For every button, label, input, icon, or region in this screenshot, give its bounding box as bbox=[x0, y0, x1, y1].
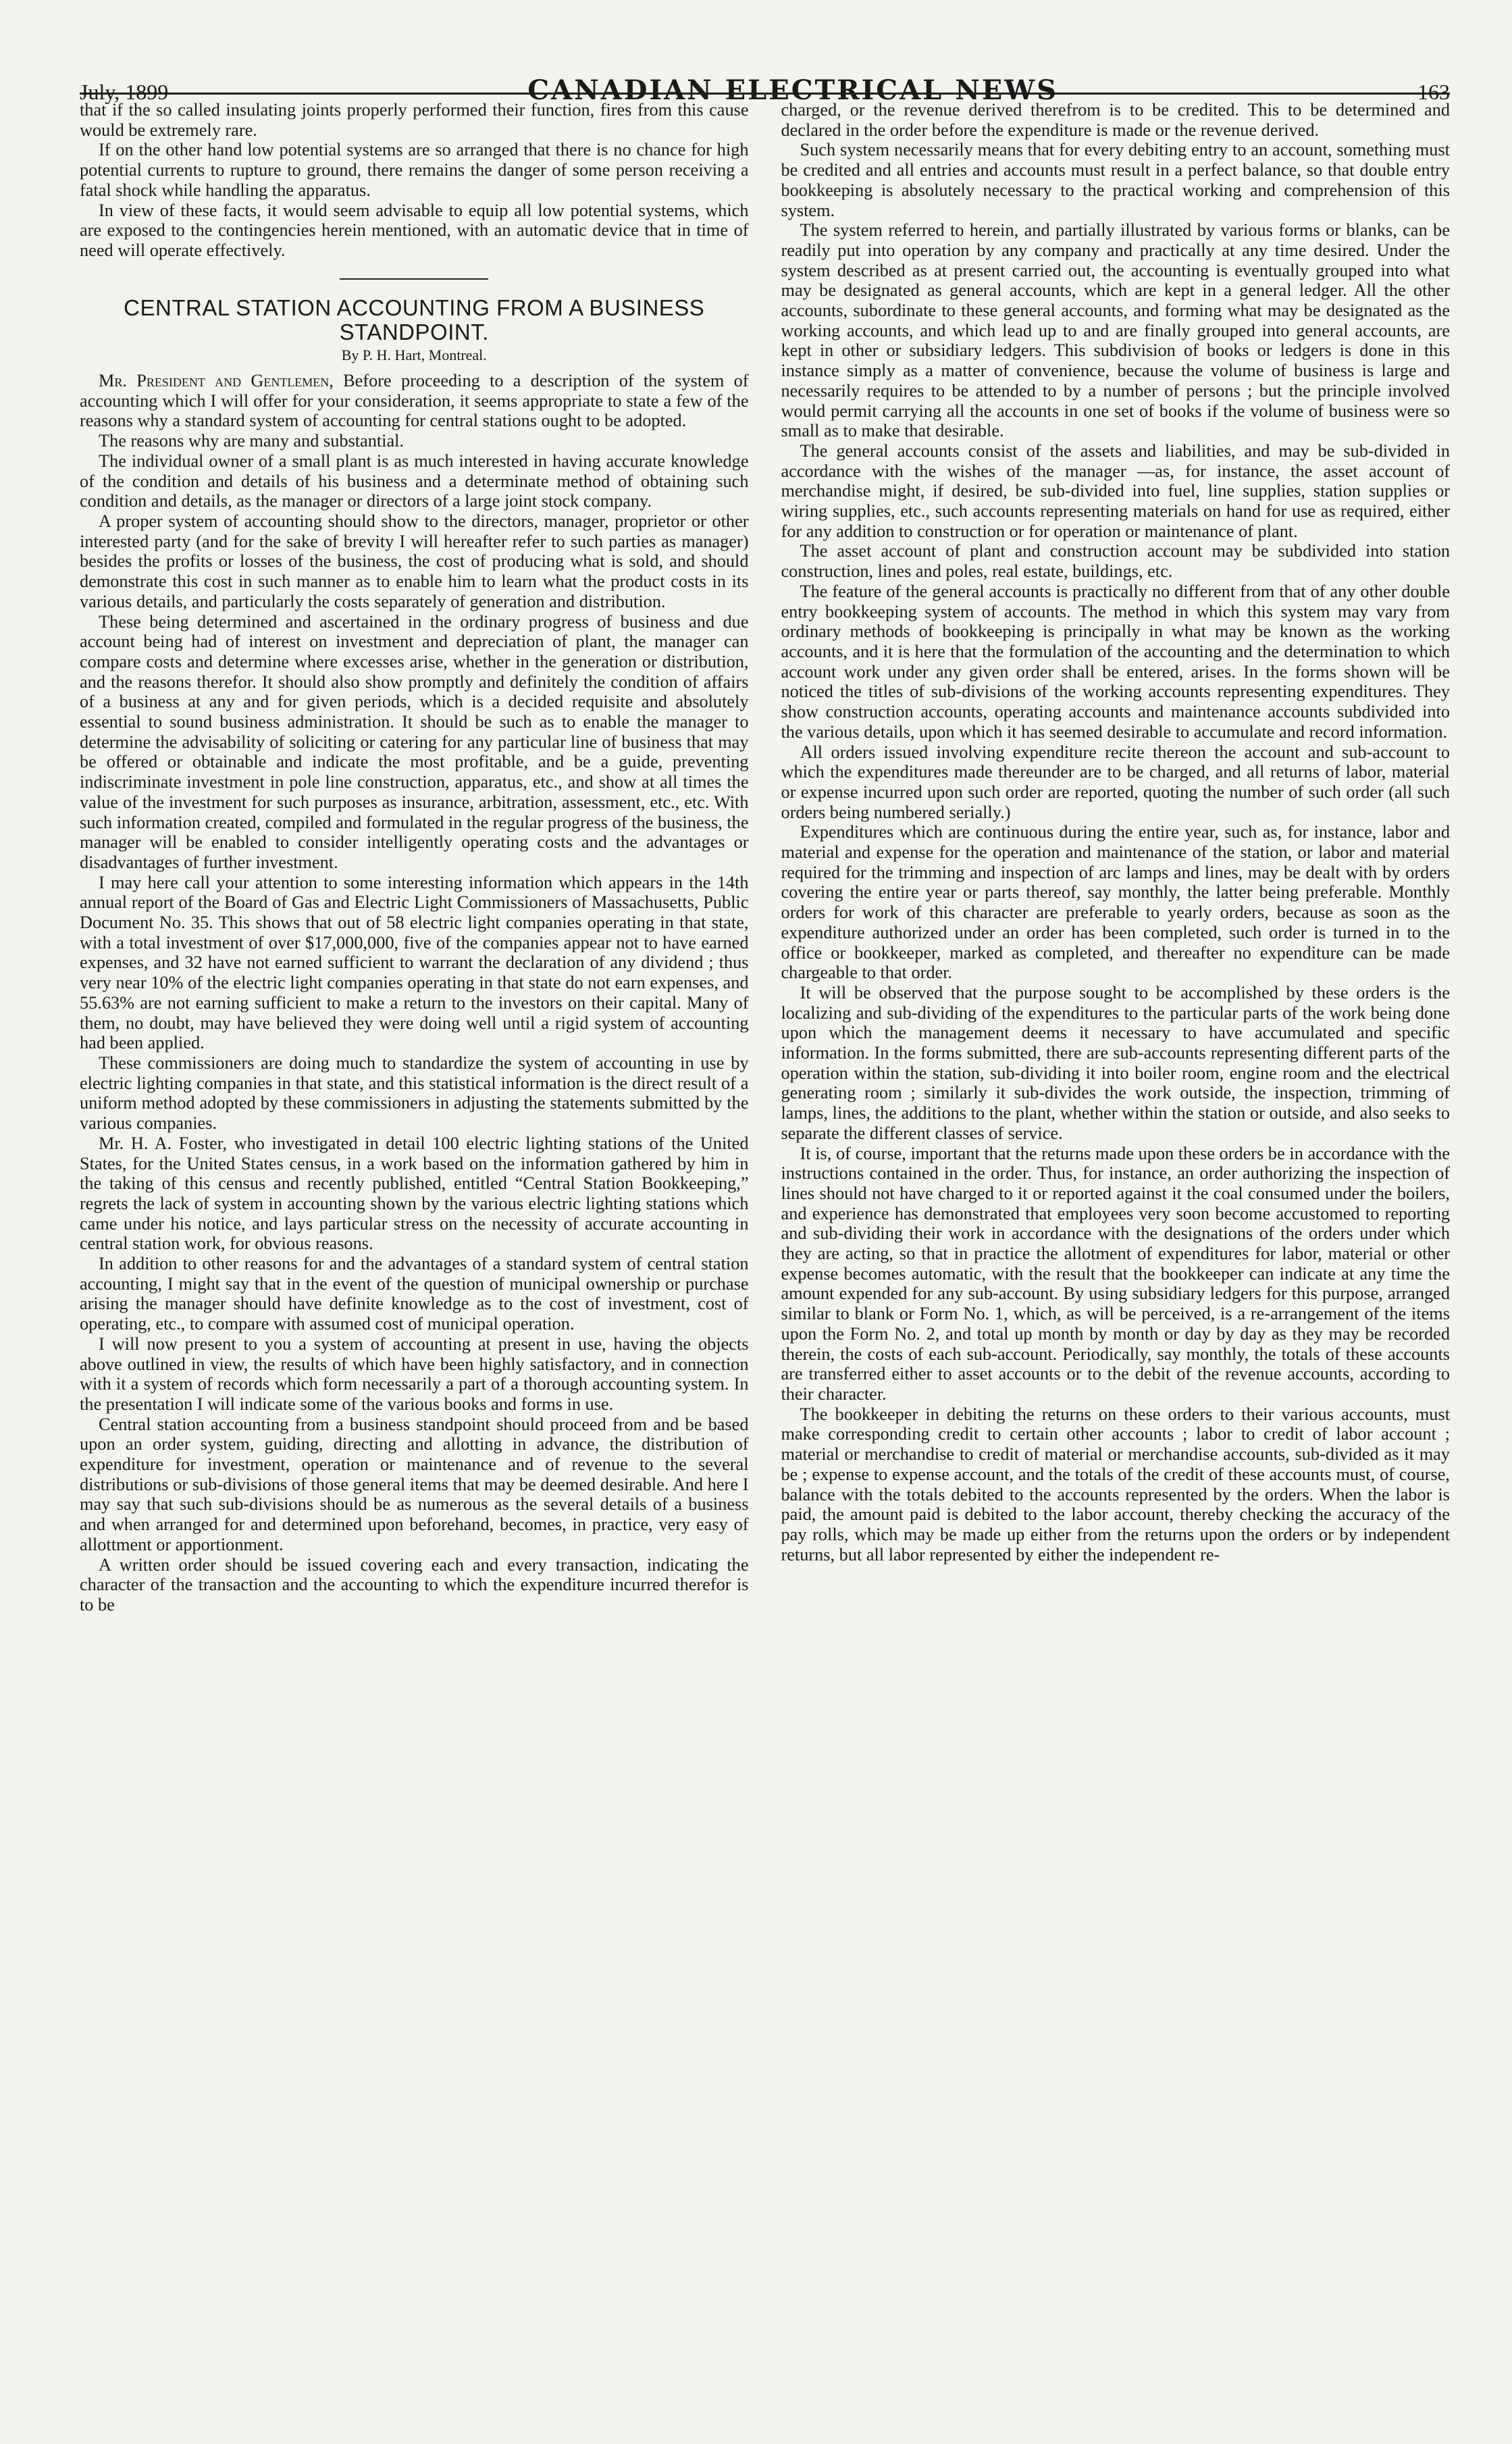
paragraph: Central station accounting from a business standpoint should proceed from and be based upon an order system, guiding, directing and allotting in advance, the distribution of expenditure for investment, operation or maintenance and of revenue to the several distributions or sub-divisions of those general items that may be deemed desirable. And here I may say that such sub-divisions should be as numerous as the several details of a business and when arranged for and determined upon beforehand, becomes, in practice, very easy of allottment or apportionment. bbox=[80, 1414, 749, 1554]
paragraph: that if the so called insulating joints properly performed their function, fires from this cause would be extremely rare. bbox=[80, 100, 749, 140]
paragraph: In addition to other reasons for and the advantages of a standard system of central station accounting, I might say that in the event of the question of municipal ownership or purchase arising the manager should have definite knowledge as to the cost of investment, cost of operating, etc., to compare with assumed cost of municipal operation. bbox=[80, 1254, 749, 1334]
paragraph: I will now present to you a system of accounting at present in use, having the objects above outlined in view, the results of which have been highly satisfactory, and in connection with it a system of records which form necessarily a part of a thorough accounting system. In the presentation I will indicate some of the various books and forms in use. bbox=[80, 1333, 749, 1414]
column-right bbox=[781, 100, 1451, 2444]
article-byline: By P. H. Hart, Montreal. bbox=[341, 347, 487, 364]
article-body-right bbox=[781, 100, 1451, 1564]
paragraph: It will be observed that the purpose sought to be accomplished by these orders is the localizing and sub-dividing of the expenditures to the particular parts of the work being done upon which the management deems it necessary to have accumulated and specific information. In the forms submitted, there are sub-accounts representing different parts of the operation within the station, sub-dividing it into boiler room, engine room and the electrical generating room ; similarly it sub-divides the work outside, the inspection, trimming of lamps, lines, the additions to the plant, whether within the station or outside, and also seeks to separate the different classes of service. bbox=[781, 982, 1450, 1143]
paragraph: The bookkeeper in debiting the returns on these orders to their various accounts, must make corresponding credit to certain other accounts ; labor to credit of labor account ; material or merchandise to credit of material or merchandise accounts, sub-divided as it may be ; expense to expense account, and the totals of the credit of these accounts must, of course, balance with the totals debited to the accounts represented by the orders. When the labor is paid, the amount paid is debited to the labor account, thereby checking the accuracy of the pay rolls, which may be made up either from the returns upon the orders or by independent returns, but all labor represented by either the independent re- bbox=[781, 1404, 1450, 1564]
paragraph: These commissioners are doing much to standardize the system of accounting in use by electric lighting companies in that state, and this statistical information is the direct result of a uniform method adopted by these commissioners in adjusting the statements submitted by the various companies. bbox=[80, 1052, 749, 1134]
article-title: CENTRAL STATION ACCOUNTING FROM A BUSINESS STANDPOINT. bbox=[124, 295, 705, 345]
text-columns bbox=[80, 100, 1450, 2444]
column-left bbox=[80, 100, 749, 2444]
paragraph: The general accounts consist of the assets and liabilities, and may be sub-divided in accordance with the wishes of the manager —as, for instance, the asset account of merchandise might, if desired, be sub-divided into fuel, line supplies, station supplies or wiring supplies, etc., such accounts representing materials on hand for use as required, either for any addition to construction or for operation or maintenance of plant. bbox=[781, 440, 1450, 541]
paragraph: A proper system of accounting should show to the directors, manager, proprietor or other interested party (and for the sake of brevity I will hereafter refer to such parties as manager) besides the profits or losses of the business, the cost of producing what is sold, and should demonstrate this cost in such manner as to enable him to learn what the product costs in its various details, and particularly the costs separately of generation and distribution. bbox=[80, 511, 749, 611]
paragraph: Expenditures which are continuous during the entire year, such as, for instance, labor and material and expense for the operation and maintenance of the station, or labor and material required for the trimming and inspection of arc lamps and lines, may be dealt with by orders covering the entire year or parts thereof, say monthly, the latter being preferable. Monthly orders for work of this character are preferable to yearly orders, because as soon as the expenditure authorized under an order has been completed, such order is turned in to the office or bookkeeper, marked as completed, and thereafter no expenditure can be made chargeable to that order. bbox=[781, 822, 1450, 983]
paragraph: The system referred to herein, and partially illustrated by various forms or blanks, can be readily put into operation by any company and practically at any time desired. Under the system described as at present carried out, the accounting is eventually grouped into what may be designated as general accounts, which are kept in a general ledger. All the other accounts, subordinate to these general accounts, and forming what may be designated as the working accounts, and which lead up to and are finally grouped into general accounts, are kept in other or subsidiary ledgers. This subdivision of books or ledgers is done in this instance simply as a matter of convenience, because the volume of business is large and necessarily requires to be attended to by a number of persons ; but the principle involved would permit carrying all the accounts in one set of books if the volume of business were so small as to make that desirable. bbox=[781, 220, 1450, 441]
paragraph: Mr. H. A. Foster, who investigated in detail 100 electric lighting stations of the United States, for the United States census, in a work based on the information gathered by him in the taking of this census and recently published, entitled “Central Station Bookkeeping,” regrets the lack of system in accounting shown by the various electric lighting stations which came under his notice, and lays particular stress on the necessity of accurate accounting in central station work, for obvious reasons. bbox=[80, 1133, 749, 1254]
article-divider bbox=[340, 278, 488, 280]
paragraph: Such system necessarily means that for every debiting entry to an account, something must be credited and all entries and accounts must result in a perfect balance, so that double entry bookkeeping is absolutely necessary to the practical working and comprehension of this system. bbox=[781, 140, 1450, 220]
paragraph: These being determined and ascertained in the ordinary progress of business and due account being had of interest on investment and depreciation of plant, the manager can compare costs and determine where excesses arise, whether in the generation or distribution, and the reasons therefor. It should also show promptly and definitely the condition of affairs of a business at any and for given periods, which is a decided requisite and absolutely essential to sound business administration. It should be such as to enable the manager to determine the advisability of soliciting or catering for any particular line of business that may be offered or obtainable and indicate the most profitable, and be a guide, preventing indiscriminate investment in pole line construction, apparatus, etc., and show at all times the value of the investment for such purposes as insurance, arbitration, assessment, etc., etc. With such information created, compiled and formulated in the regular progress of the business, the manager will be enabled to consider intelligently operating costs and the advantages or disadvantages of further investment. bbox=[80, 611, 749, 872]
paragraph: The individual owner of a small plant is as much interested in having accurate knowledge of the condition and details of his business and a determinate method of obtaining such condition and details, as the manager or directors of a large joint stock company. bbox=[80, 451, 749, 511]
paragraph: It is, of course, important that the returns made upon these orders be in accordance with the instructions contained in the order. Thus, for instance, an order authorizing the inspection of lines should not have charged to it or reported against it the coal consumed under the boilers, and experience has demonstrated that employees very soon become accustomed to reporting and sub-dividing their work in accordance with the designations of the orders under which they are acting, so that in practice the allotment of expenditures for labor, material or other expense becomes automatic, with the result that the bookkeeper can indicate at any time the amount expended for any sub-account. By using subsidiary ledgers for this purpose, arranged similar to blank or Form No. 1, which, as will be perceived, is a re-arrangement of the items upon the Form No. 2, and total up month by month or day by day as they may be recorded therein, the costs of each sub-account. Periodically, say monthly, the totals of these accounts are transferred either to asset accounts or to the debit of the revenue accounts, according to their character. bbox=[781, 1143, 1450, 1404]
paragraph: If on the other hand low potential systems are so arranged that there is no chance for high potential currents to rupture to ground, there remains the danger of some person receiving a fatal shock while handling the apparatus. bbox=[80, 140, 749, 200]
article-body-left bbox=[80, 431, 749, 1614]
previous-article-end bbox=[80, 100, 749, 261]
paragraph: The feature of the general accounts is practically no different from that of any other double entry bookkeeping system of accounts. The method in which this system may vary from ordinary methods of bookkeeping is principally in what may be known as the working accounts, and it is here that the formulation of the accounting and the determination to which account work under any given order shall be entered, arises. In the forms shown will be noticed the titles of sub-divisions of the working accounts representing expenditures. They show construction accounts, operating accounts and maintenance accounts subdivided into the various details, upon which it has seemed desirable to accumulate and record information. bbox=[781, 581, 1450, 742]
opening-paragraph bbox=[80, 371, 749, 431]
paragraph: charged, or the revenue derived therefrom is to be credited. This to be determined and declared in the order before the expenditure is made or the revenue derived. bbox=[781, 100, 1450, 140]
paragraph: All orders issued involving expenditure recite thereon the account and sub-account to which the expenditures made thereunder are to be charged, and all returns of labor, material or expense incurred upon such order are reported, quoting the number of such order (all such orders being numbered serially.) bbox=[781, 742, 1450, 822]
paragraph: I may here call your attention to some interesting information which appears in the 14th annual report of the Board of Gas and Electric Light Commissioners of Massachusetts, Public Document No. 35. This shows that out of 58 electric light companies operating in that state, with a total investment of over $17,000,000, five of the companies appear not to have earned expenses, and 32 have not earned sufficient to warrant the declaration of any dividend ; thus very near 10% of the electric light companies operating in that state do not earn expenses, and 55.63% are not earning sufficient to make a return to the investors on their capital. Many of them, no doubt, may have believed they were doing well until a rigid system of accounting had been applied. bbox=[80, 872, 749, 1053]
paragraph: A written order should be issued covering each and every transaction, indicating the character of the transaction and the accounting to which the expenditure incurred therefor is to be bbox=[80, 1554, 749, 1614]
opening-text: Before proceeding to a description of the system of accounting which I will offer for your consideration, it seems appropriate to state a few of the reasons why a standard system of accounting for central stations ought to be adopted. bbox=[80, 371, 749, 431]
paragraph: The asset account of plant and construction account may be subdivided into station construction, lines and poles, real estate, buildings, etc. bbox=[781, 541, 1450, 582]
paragraph: The reasons why are many and substantial. bbox=[99, 431, 405, 451]
page-header bbox=[80, 20, 1450, 106]
page-number: 163 bbox=[1417, 80, 1450, 104]
journal-title: CANADIAN ELECTRICAL NEWS bbox=[527, 74, 1059, 106]
salutation: Mr. President and Gentlemen, bbox=[99, 371, 334, 391]
paragraph: In view of these facts, it would seem advisable to equip all low potential systems, which are exposed to the contingencies herein mentioned, with an automatic device that in time of need will operate effectively. bbox=[80, 200, 749, 260]
issue-date: July, 1899 bbox=[80, 80, 169, 104]
